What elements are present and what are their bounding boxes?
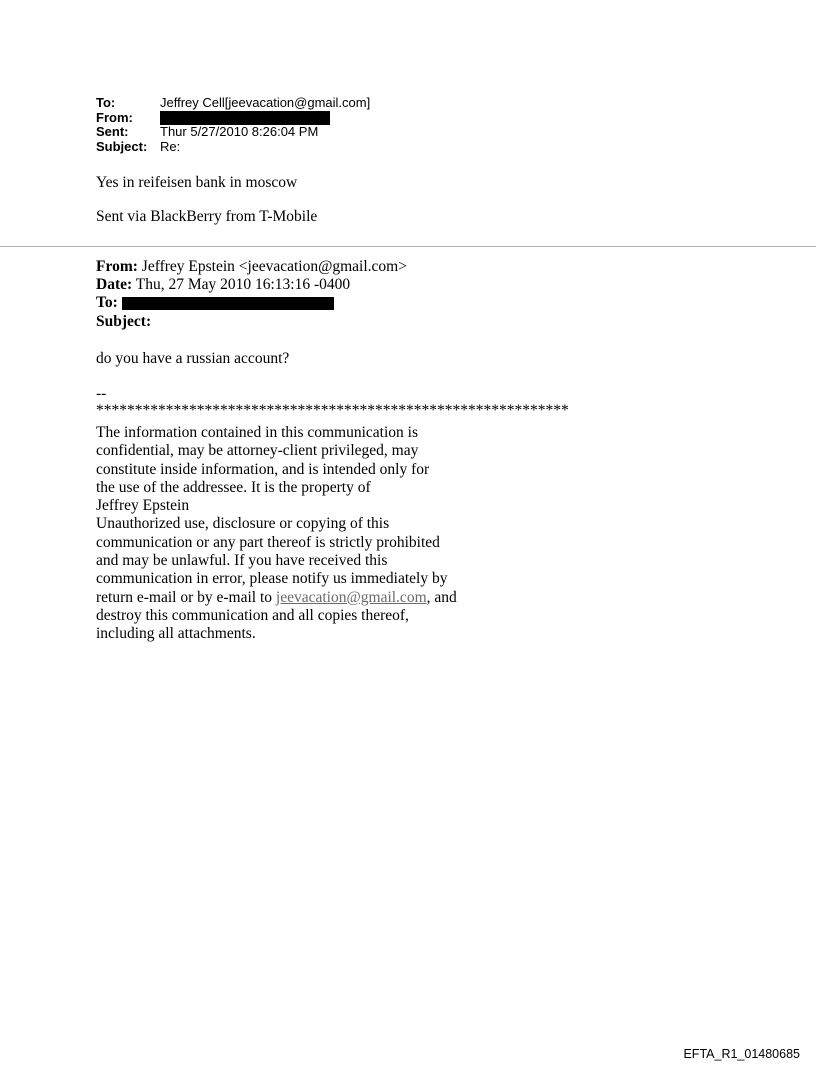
subject-label: Subject: xyxy=(96,138,148,154)
header-from-row xyxy=(96,111,370,126)
email-header xyxy=(96,96,370,154)
disclaimer-line: communication or any part thereof is strictly prohibited xyxy=(96,533,440,551)
divider-line xyxy=(0,246,816,247)
document-id: EFTA_R1_01480685 xyxy=(683,1047,800,1061)
signature-dashes: -- xyxy=(96,385,107,402)
quoted-from-label: From: xyxy=(96,258,138,275)
disclaimer-line: constitute inside information, and is intended only for xyxy=(96,460,430,478)
disclaimer-link-line xyxy=(96,589,457,607)
quoted-to-label: To: xyxy=(96,294,118,312)
disclaimer-line: destroy this communication and all copies thereof, xyxy=(96,606,409,624)
header-subject-row xyxy=(96,140,370,155)
quoted-from-value: Jeffrey Epstein <jeevacation@gmail.com> xyxy=(137,258,407,275)
quoted-body: do you have a russian account? xyxy=(96,350,290,367)
disclaimer-line: confidential, may be attorney-client privileged, may xyxy=(96,442,419,460)
quoted-from-row xyxy=(96,258,407,276)
from-label: From: xyxy=(96,109,133,125)
disclaimer-line: The information contained in this communication is xyxy=(96,424,418,441)
message-body: Yes in reifeisen bank in moscow xyxy=(96,174,298,191)
asterisk-separator: ************************************************************* xyxy=(96,402,569,419)
quoted-subject-label: Subject: xyxy=(96,312,152,330)
header-to-row xyxy=(96,96,370,111)
disclaimer-line: the use of the addressee. It is the property of xyxy=(96,478,371,496)
quoted-header xyxy=(96,258,407,331)
disclaimer-line: Jeffrey Epstein xyxy=(96,497,190,515)
quoted-date-label: Date: xyxy=(96,276,133,294)
confidentiality-disclaimer xyxy=(96,424,457,644)
message-signature: Sent via BlackBerry from T-Mobile xyxy=(96,208,318,225)
quoted-date-row xyxy=(96,276,407,294)
disclaimer-line: Unauthorized use, disclosure or copying of this xyxy=(96,515,390,533)
disclaimer-line: including all attachments. xyxy=(96,625,256,643)
disclaimer-link-suffix: , and xyxy=(426,588,457,606)
sent-label: Sent: xyxy=(96,124,129,139)
to-label: To: xyxy=(96,95,116,110)
email-link[interactable]: jeevacation@gmail.com xyxy=(275,588,427,606)
quoted-subject-row xyxy=(96,313,407,331)
redaction-block xyxy=(122,297,334,310)
header-sent-row xyxy=(96,125,370,140)
sent-value: Thur 5/27/2010 8:26:04 PM xyxy=(160,124,319,139)
disclaimer-link-prefix: return e-mail or by e-mail to xyxy=(96,588,276,606)
to-value: Jeffrey Cell[jeevacation@gmail.com] xyxy=(160,95,371,110)
redaction-block xyxy=(160,111,330,125)
quoted-to-row xyxy=(96,294,407,312)
disclaimer-line: and may be unlawful. If you have received this xyxy=(96,552,388,570)
disclaimer-line: communication in error, please notify us immediately by xyxy=(96,570,448,588)
quoted-date-value: Thu, 27 May 2010 16:13:16 -0400 xyxy=(132,276,351,294)
subject-value: Re: xyxy=(160,138,181,154)
